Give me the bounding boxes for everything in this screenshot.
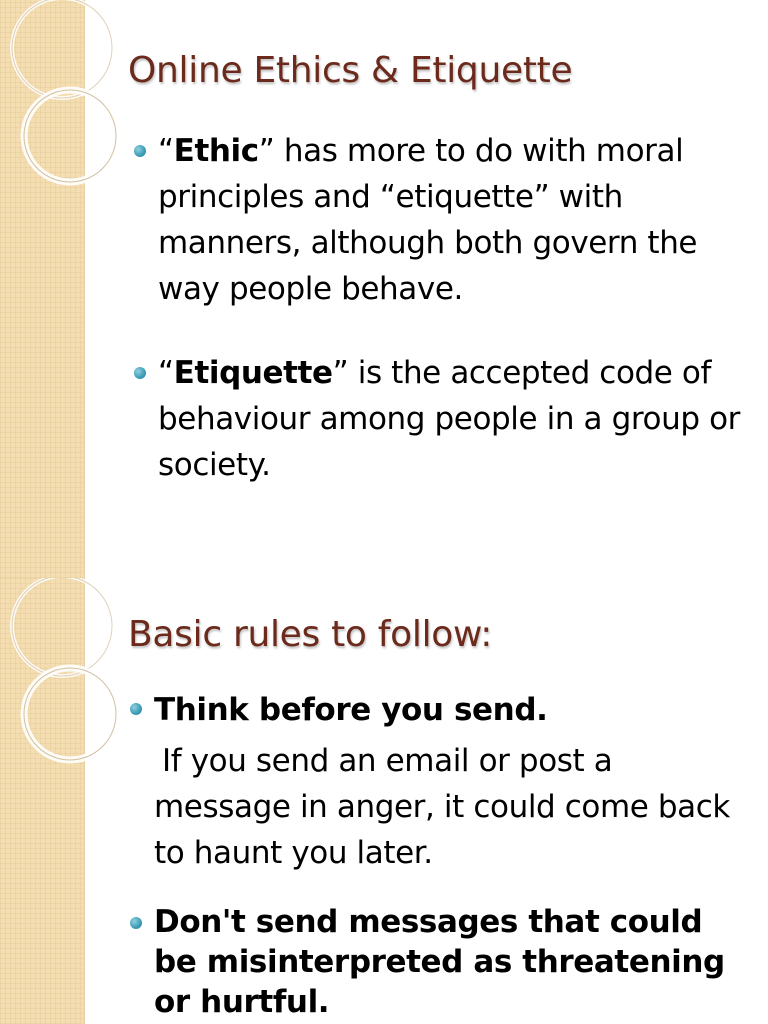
rules-list xyxy=(126,688,744,1022)
rule-heading: Think before you send. xyxy=(154,692,548,728)
open-quote: “ xyxy=(158,133,174,169)
term-etiquette: Etiquette xyxy=(173,355,333,391)
close-quote: ” xyxy=(332,355,349,391)
slide-title: Basic rules to follow: xyxy=(128,614,493,655)
decorative-rings-icon xyxy=(0,0,130,200)
bullet-dot-icon xyxy=(134,367,146,379)
decorative-rings-icon xyxy=(0,578,130,778)
bullet-item-etiquette xyxy=(130,350,744,488)
close-quote: ” xyxy=(258,133,275,169)
bullet-list xyxy=(130,128,744,488)
bullet-dot-icon xyxy=(130,917,142,929)
bullet-text: is the accepted code of behaviour among people in a group or society. xyxy=(158,355,741,483)
term-ethic: Ethic xyxy=(173,133,259,169)
bullet-item-ethic xyxy=(130,128,744,312)
bullet-text: has more to do with moral principles and “etiquette” with manners, although both govern the way people behave. xyxy=(158,133,698,307)
rule-item-dont-send xyxy=(126,902,744,1022)
bullet-dot-icon xyxy=(134,145,146,157)
slide-title: Online Ethics & Etiquette xyxy=(128,50,573,91)
rule-body: If you send an email or post a message in anger, it could come back to haunt you later. xyxy=(154,743,730,871)
open-quote: “ xyxy=(158,355,174,391)
bullet-dot-icon xyxy=(130,703,142,715)
rule-heading: Don't send messages that could be misinterpreted as threatening or hurtful. xyxy=(154,904,725,1020)
slide-basic-rules xyxy=(0,578,768,1024)
rule-item-think xyxy=(126,688,744,876)
